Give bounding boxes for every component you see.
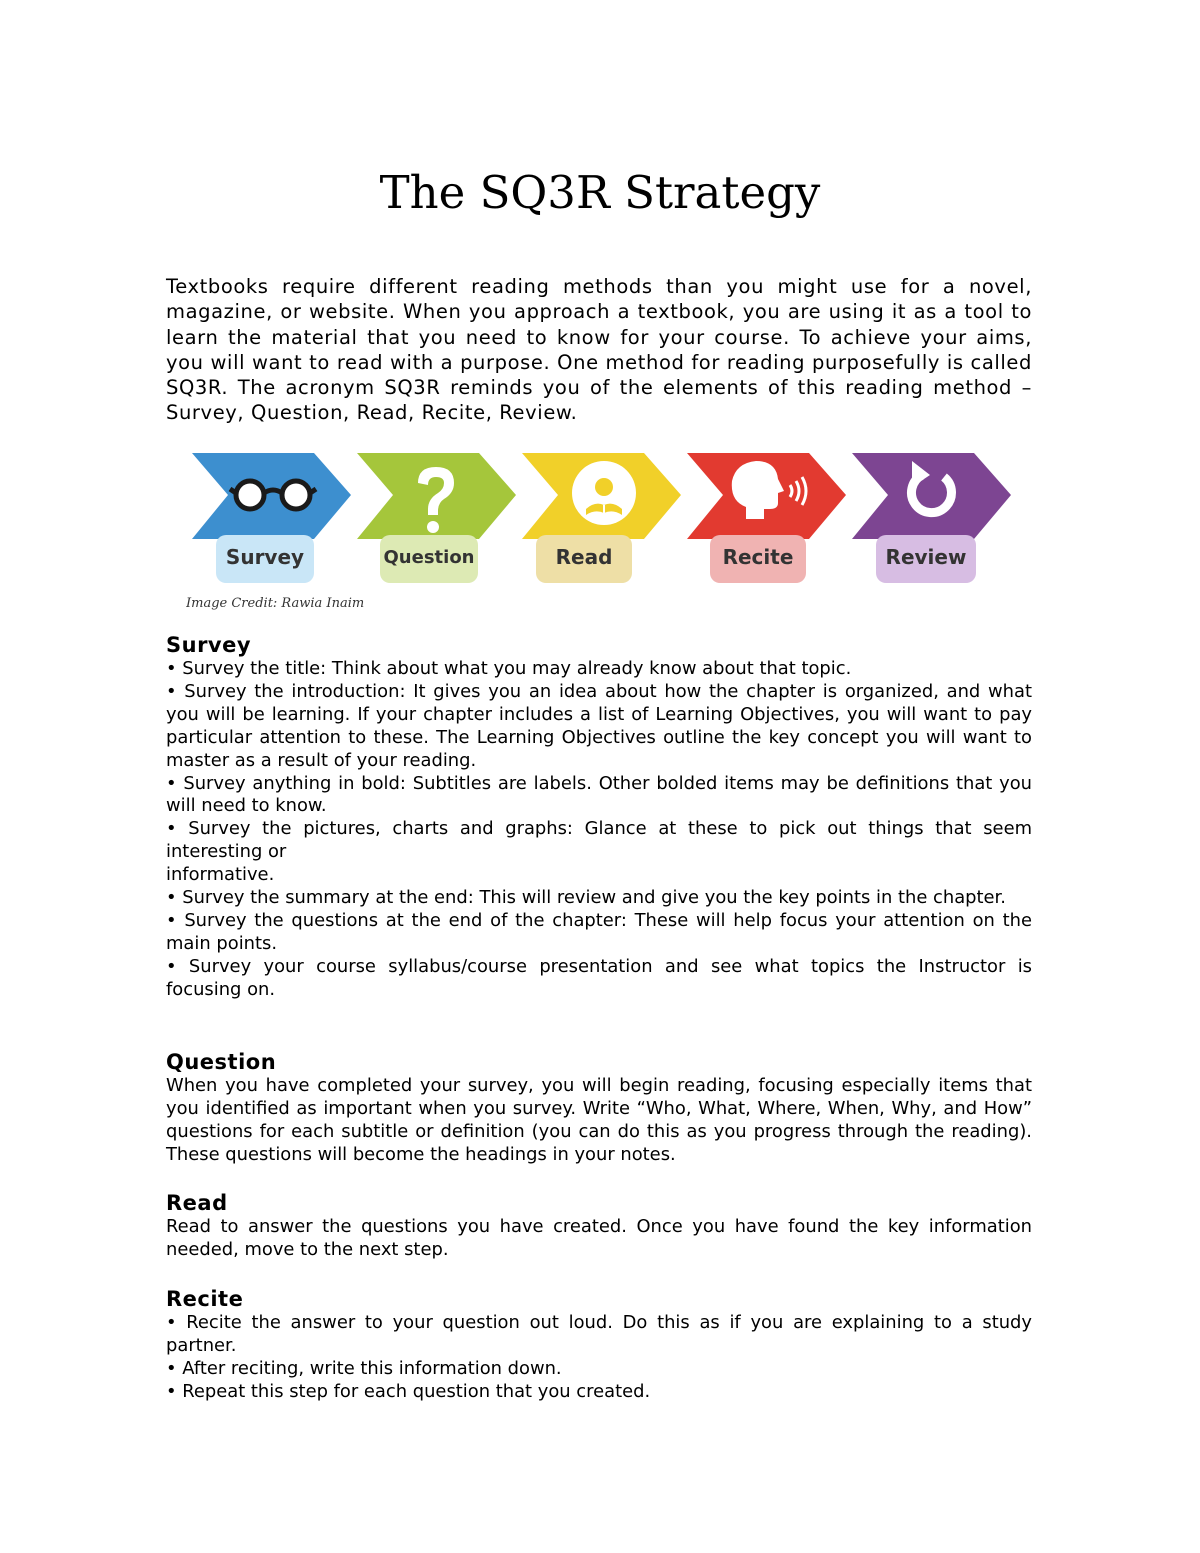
reader-icon	[572, 461, 636, 525]
survey-heading: Survey	[166, 633, 252, 657]
read-section	[166, 1191, 1032, 1262]
survey-section	[166, 633, 1032, 1002]
question-label: Question	[383, 547, 475, 568]
recite-bullet: • Repeat this step for each question that you created.	[166, 1380, 651, 1402]
sq3r-graphic	[186, 447, 1034, 627]
survey-bullet: • Survey the introduction: It gives you an idea about how the chapter is organized, and what you will be learning. If your chapter includes a list of Learning Objectives, you will want to pay particular attention to these. The Learning Objectives outline the key concept you will want to master as a result of your reading.	[166, 680, 1032, 771]
read-text: Read to answer the questions you have created. Once you have found the key information needed, move to the next step.	[166, 1216, 1032, 1260]
survey-bullet: • Survey your course syllabus/course presentation and see what topics the Instructor is focusing on.	[166, 955, 1032, 1000]
question-heading: Question	[166, 1050, 277, 1074]
recite-label: Recite	[722, 545, 794, 569]
read-label: Read	[555, 545, 613, 569]
recite-section	[166, 1287, 1032, 1404]
image-credit: Image Credit: Rawia Inaim	[186, 596, 365, 611]
recite-bullet: • After reciting, write this information down.	[166, 1357, 562, 1379]
review-chevron	[852, 453, 1011, 539]
intro-paragraph: Textbooks require different reading methods than you might use for a novel, magazine, or website. When you approach a textbook, you are using it as a tool to learn the material that you need to know for your course. To achieve your aims, you will want to read with a purpose. One method for reading purposefully is called SQ3R. The acronym SQ3R reminds you of the elements of this reading method – Survey, Question, Read, Recite, Review.	[166, 275, 1032, 425]
page-title: The SQ3R Strategy	[379, 166, 821, 219]
recite-bullet: • Recite the answer to your question out loud. Do this as if you are explaining to a study partner.	[166, 1312, 1032, 1356]
recite-heading: Recite	[166, 1287, 244, 1311]
question-section	[166, 1050, 1032, 1167]
read-heading: Read	[166, 1191, 228, 1215]
survey-bullet: • Survey the summary at the end: This will review and give you the key points in the chapter.	[166, 887, 1006, 909]
survey-bullet: • Survey the questions at the end of the chapter: These will help focus your attention on the main points.	[166, 909, 1032, 954]
survey-bullet-continuation: informative.	[166, 864, 275, 886]
survey-bullet: • Survey anything in bold: Subtitles are labels. Other bolded items may be definitions that you will need to know.	[166, 772, 1032, 817]
survey-bullet: • Survey the title: Think about what you may already know about that topic.	[166, 658, 852, 679]
survey-chevron	[192, 453, 351, 539]
survey-bullet: • Survey the pictures, charts and graphs: Glance at these to pick out things that seem interesting or	[166, 818, 1032, 863]
survey-label: Survey	[225, 545, 305, 569]
review-label: Review	[885, 545, 967, 569]
question-text: When you have completed your survey, you will begin reading, focusing especially items that you identified as important when you survey. Write “Who, What, Where, When, Why, and How” questions for each subtitle or definition (you can do this as you progress through the reading). These questions will become the headings in your notes.	[166, 1075, 1032, 1165]
